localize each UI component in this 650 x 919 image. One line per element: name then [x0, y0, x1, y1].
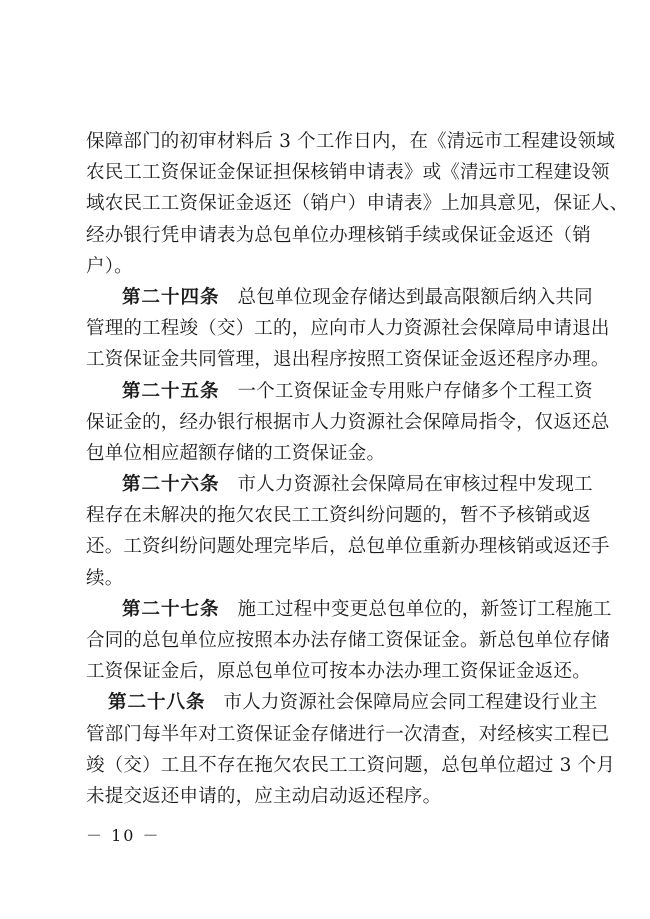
text-span: 市人力资源社会保障局应会同工程建设行业主: [223, 692, 598, 714]
article-28-first-line: [108, 692, 598, 714]
article-27-number: 第二十七条: [122, 598, 220, 620]
article-24-first-line: [122, 286, 593, 308]
text-span: 总包单位现金存储达到最高限额后纳入共同: [237, 286, 593, 308]
text-line: 域农民工工资保证金返还（销户）申请表》上加具意见，保证人、: [86, 193, 629, 215]
article-26-first-line: [122, 474, 593, 496]
text-line: 合同的总包单位应按照本办法存储工资保证金。新总包单位存储: [86, 630, 610, 652]
text-line: 还。工资纠纷问题处理完毕后，总包单位重新办理核销或返还手: [86, 536, 610, 558]
text-line: 程存在未解决的拖欠农民工工资纠纷问题的，暂不予核销或返: [86, 505, 591, 527]
article-26-number: 第二十六条: [122, 474, 220, 496]
text-span: 市人力资源社会保障局在审核过程中发现工: [237, 474, 593, 496]
text-line: 工资保证金后，原总包单位可按本办法办理工资保证金返还。: [86, 661, 591, 683]
text-line: 户）。: [86, 255, 133, 277]
text-line: 农民工工资保证金保证担保核销申请表》或《清远市工程建设领: [86, 162, 610, 184]
text-span: 一个工资保证金专用账户存储多个工程工资: [237, 380, 593, 402]
text-line: 续。: [86, 567, 124, 589]
article-27-first-line: [122, 598, 612, 620]
article-25-first-line: [122, 380, 593, 402]
text-line: 包单位相应超额存储的工资保证金。: [86, 442, 386, 464]
text-span: 施工过程中变更总包单位的，新签订工程施工: [237, 598, 612, 620]
text-line: 管部门每半年对工资保证金存储进行一次清查，对经核实工程已: [86, 723, 610, 745]
text-line: 保证金的，经办银行根据市人力资源社会保障局指令，仅返还总: [86, 411, 610, 433]
text-line: 未提交返还申请的，应主动启动返还程序。: [86, 786, 442, 807]
text-line: 竣（交）工且不存在拖欠农民工工资问题，总包单位超过 3 个月: [86, 754, 616, 776]
article-24-number: 第二十四条: [122, 286, 220, 308]
text-line: 管理的工程竣（交）工的，应向市人力资源社会保障局申请退出: [86, 318, 610, 340]
text-line: 经办银行凭申请表为总包单位办理核销手续或保证金返还（销: [86, 224, 591, 246]
article-28-number: 第二十八条: [108, 692, 206, 714]
page-number: － 10 －: [86, 826, 161, 845]
article-25-number: 第二十五条: [122, 380, 220, 402]
text-line: 工资保证金共同管理，退出程序按照工资保证金返还程序办理。: [86, 349, 610, 371]
text-line: 保障部门的初审材料后 3 个工作日内，在《清远市工程建设领域: [86, 131, 616, 152]
